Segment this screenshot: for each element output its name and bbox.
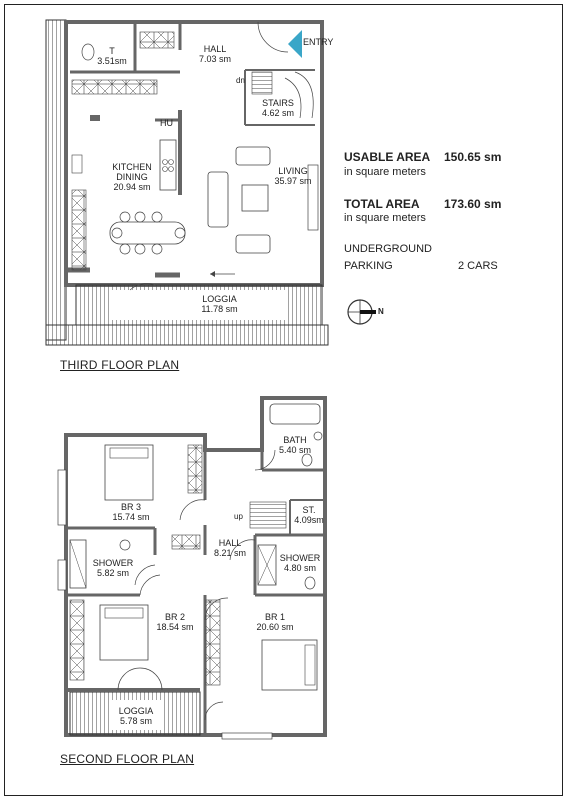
third-left-facade bbox=[46, 20, 66, 340]
third-bottom-terrace bbox=[46, 325, 328, 345]
parking-value: 2 CARS bbox=[458, 260, 498, 272]
total-area-sub: in square meters bbox=[344, 212, 426, 224]
shower-left-label: SHOWER 5.82 sm bbox=[92, 558, 134, 578]
north-label: N bbox=[378, 307, 384, 316]
second-hall-label: HALL 8.21 sm bbox=[213, 538, 246, 558]
total-area-value: 173.60 sm bbox=[444, 197, 502, 211]
br1-label: BR 1 20.60 sm bbox=[256, 612, 294, 632]
parking-label: PARKING bbox=[344, 260, 393, 272]
usable-area-label: USABLE AREA bbox=[344, 150, 431, 164]
up-label: up bbox=[234, 512, 243, 521]
shower-right-label: SHOWER 4.80 sm bbox=[279, 553, 321, 573]
third-hall-label: HALL 7.03 sm bbox=[198, 44, 231, 64]
second-loggia-label: LOGGIA 5.78 sm bbox=[118, 706, 154, 726]
t-room-label: T 3.51sm bbox=[97, 46, 127, 66]
usable-area-sub: in square meters bbox=[344, 166, 426, 178]
third-floor-title: THIRD FLOOR PLAN bbox=[60, 358, 180, 372]
usable-area-value: 150.65 sm bbox=[444, 150, 502, 164]
br3-label: BR 3 15.74 sm bbox=[112, 502, 150, 522]
entry-label: ENTRY bbox=[303, 37, 334, 47]
hu-label: HU bbox=[160, 118, 173, 128]
underground-label: UNDERGROUND bbox=[344, 243, 432, 255]
stairs-label: STAIRS 4.62 sm bbox=[261, 98, 294, 118]
total-area-label: TOTAL AREA bbox=[344, 197, 420, 211]
north-compass-icon bbox=[348, 300, 376, 324]
st-label: ST. 4.09sm bbox=[294, 505, 324, 525]
second-floor-title: SECOND FLOOR PLAN bbox=[60, 752, 195, 766]
third-loggia-label: LOGGIA 11.78 sm bbox=[201, 294, 238, 314]
dn-label: dn bbox=[236, 76, 245, 85]
entry-arrow-icon bbox=[288, 30, 302, 58]
living-label: LIVING 35.97 sm bbox=[274, 166, 312, 186]
bath-label: BATH 5.40 sm bbox=[278, 435, 311, 455]
kitchen-dining-label: KITCHEN DINING 20.94 sm bbox=[112, 162, 152, 192]
br2-label: BR 2 18.54 sm bbox=[156, 612, 194, 632]
